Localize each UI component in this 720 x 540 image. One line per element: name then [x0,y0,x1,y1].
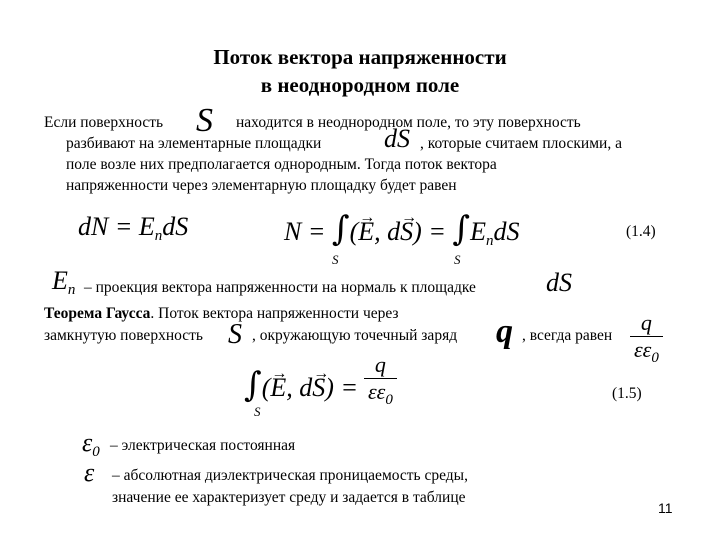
proj-dS: dS [546,268,572,297]
def-eps-symbol: ε [84,458,95,487]
symbol-S: S [196,102,213,139]
gauss-line2b: , окружающую точечный заряд [252,327,458,344]
para1-line2a: разбивают на элементарные площадки [66,135,322,152]
para1-line1b: находится в неоднородном поле, то эту поверхность [236,114,581,131]
eq-number-1-4: (1.4) [626,223,656,240]
gauss-bold: Теорема Гаусса [44,305,151,322]
slide-title-line1: Поток вектора напряженности [213,45,507,69]
gauss-symbol-S: S [228,319,242,350]
gauss-line2a: замкнутую поверхность [44,327,203,344]
eq-1-5-limit: S [254,404,261,419]
proj-text: – проекция вектора напряженности на нормаль к площадке [84,279,476,296]
para1-line3: поле возле них предполагается однородным. Тогда поток вектора [66,156,497,173]
eq-1-4-limit-2: S [454,252,461,267]
def-eps-text-2: значение ее характеризует среду и задается в таблице [112,489,466,506]
proj-En: $E_n$ [52,266,76,298]
symbol-dS: dS [384,124,410,153]
slide-title-line2: в неоднородном поле [260,73,460,97]
gauss-fraction: $\frac{q}{\varepsilon\varepsilon_0}$ [630,310,663,367]
eq-N-integral: N = ∫(→ E, $d\to S) = \int E_ndS$ [284,212,519,256]
eq-1-5-fraction: $\frac{q}{\varepsilon\varepsilon_0}$ [364,352,397,409]
gauss-symbol-q: q [496,313,513,350]
eq-number-1-5: (1.5) [612,385,642,402]
eq-1-4-limit-1: S [332,252,339,267]
def-eps0-text: – электрическая постоянная [110,437,296,454]
gauss-line2c: , всегда равен [522,327,613,344]
eq-1-5-integral: ∫(→ E, d→ S) = [244,368,358,403]
para1-line4: напряженности через элементарную площадку будет равен [66,177,457,194]
para1-line1a: Если поверхность [44,114,164,131]
gauss-line1: Теорема Гаусса. Поток вектора напряженности через [44,305,399,322]
def-eps0-symbol: $\varepsilon_0$ [82,428,100,460]
page-number: 11 [658,500,673,516]
eq-dN: dN = $E_ndS$ [78,212,189,244]
def-eps-text-1: – абсолютная диэлектрическая проницаемость среды, [112,467,468,484]
para1-line2b: , которые считаем плоскими, а [420,135,622,152]
